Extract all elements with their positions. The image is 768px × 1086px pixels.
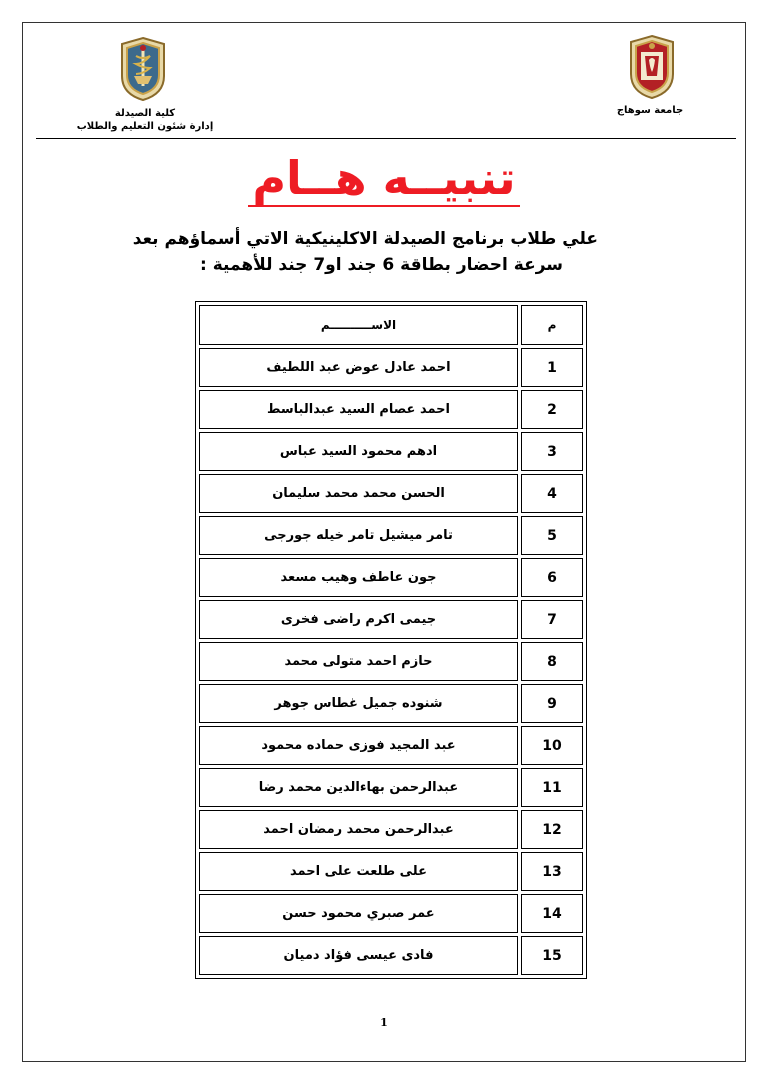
row-number: 7 bbox=[521, 600, 583, 639]
table-row bbox=[199, 852, 583, 891]
pharmacy-faculty-emblem-icon bbox=[118, 36, 168, 102]
row-number: 5 bbox=[521, 516, 583, 555]
student-name: جيمى اكرم راضى فخرى bbox=[199, 600, 518, 639]
intro-line-1: علي طلاب برنامج الصيدلة الاكلينيكية الاتي أسماؤهم بعد bbox=[132, 229, 598, 249]
row-number: 11 bbox=[521, 768, 583, 807]
student-name: عمر صبري محمود حسن bbox=[199, 894, 518, 933]
row-number: 4 bbox=[521, 474, 583, 513]
student-name: احمد عادل عوض عبد اللطيف bbox=[199, 348, 518, 387]
row-number: 10 bbox=[521, 726, 583, 765]
student-name: ادهم محمود السيد عباس bbox=[199, 432, 518, 471]
table-row bbox=[199, 600, 583, 639]
student-name: عبدالرحمن محمد رمضان احمد bbox=[199, 810, 518, 849]
row-number: 13 bbox=[521, 852, 583, 891]
faculty-name: كلية الصيدلة bbox=[114, 108, 176, 119]
row-number: 12 bbox=[521, 810, 583, 849]
student-name: على طلعت على احمد bbox=[199, 852, 518, 891]
page-number: 1 bbox=[380, 1016, 388, 1029]
row-number: 2 bbox=[521, 390, 583, 429]
announcement-title bbox=[0, 150, 768, 206]
row-number: 15 bbox=[521, 936, 583, 975]
intro-line-2: سرعة احضار بطاقة 6 جند او7 جند للأهمية : bbox=[200, 255, 563, 275]
header-number: م bbox=[521, 305, 583, 345]
table-row bbox=[199, 894, 583, 933]
table-row bbox=[199, 810, 583, 849]
sohag-university-emblem-icon bbox=[627, 34, 677, 100]
table-row bbox=[199, 474, 583, 513]
header-divider bbox=[36, 138, 736, 139]
students-table bbox=[195, 301, 587, 979]
row-number: 3 bbox=[521, 432, 583, 471]
student-name: الحسن محمد محمد سليمان bbox=[199, 474, 518, 513]
student-name: جون عاطف وهيب مسعد bbox=[199, 558, 518, 597]
university-label: جامعة سوهاج bbox=[616, 105, 684, 116]
faculty-department-label bbox=[70, 107, 220, 133]
table-row bbox=[199, 768, 583, 807]
student-name: حازم احمد متولى محمد bbox=[199, 642, 518, 681]
student-name: فادى عيسى فؤاد دميان bbox=[199, 936, 518, 975]
table-row bbox=[199, 936, 583, 975]
row-number: 8 bbox=[521, 642, 583, 681]
table-header-row bbox=[199, 305, 583, 345]
table-row bbox=[199, 684, 583, 723]
table-row bbox=[199, 432, 583, 471]
table-row bbox=[199, 516, 583, 555]
student-name: احمد عصام السيد عبدالباسط bbox=[199, 390, 518, 429]
table-row bbox=[199, 642, 583, 681]
row-number: 14 bbox=[521, 894, 583, 933]
table-row bbox=[199, 348, 583, 387]
table-row bbox=[199, 558, 583, 597]
row-number: 6 bbox=[521, 558, 583, 597]
student-name: عبد المجيد فوزى حماده محمود bbox=[199, 726, 518, 765]
table-row bbox=[199, 390, 583, 429]
row-number: 1 bbox=[521, 348, 583, 387]
student-name: تامر ميشيل تامر خيله جورجى bbox=[199, 516, 518, 555]
department-name: إدارة شئون التعليم والطلاب bbox=[76, 121, 214, 132]
student-name: شنوده جميل غطاس جوهر bbox=[199, 684, 518, 723]
student-name: عبدالرحمن بهاءالدين محمد رضا bbox=[199, 768, 518, 807]
row-number: 9 bbox=[521, 684, 583, 723]
title-text: تنبيــه هــام bbox=[248, 151, 519, 207]
table-row bbox=[199, 726, 583, 765]
header-name: الاســــــــــم bbox=[199, 305, 518, 345]
